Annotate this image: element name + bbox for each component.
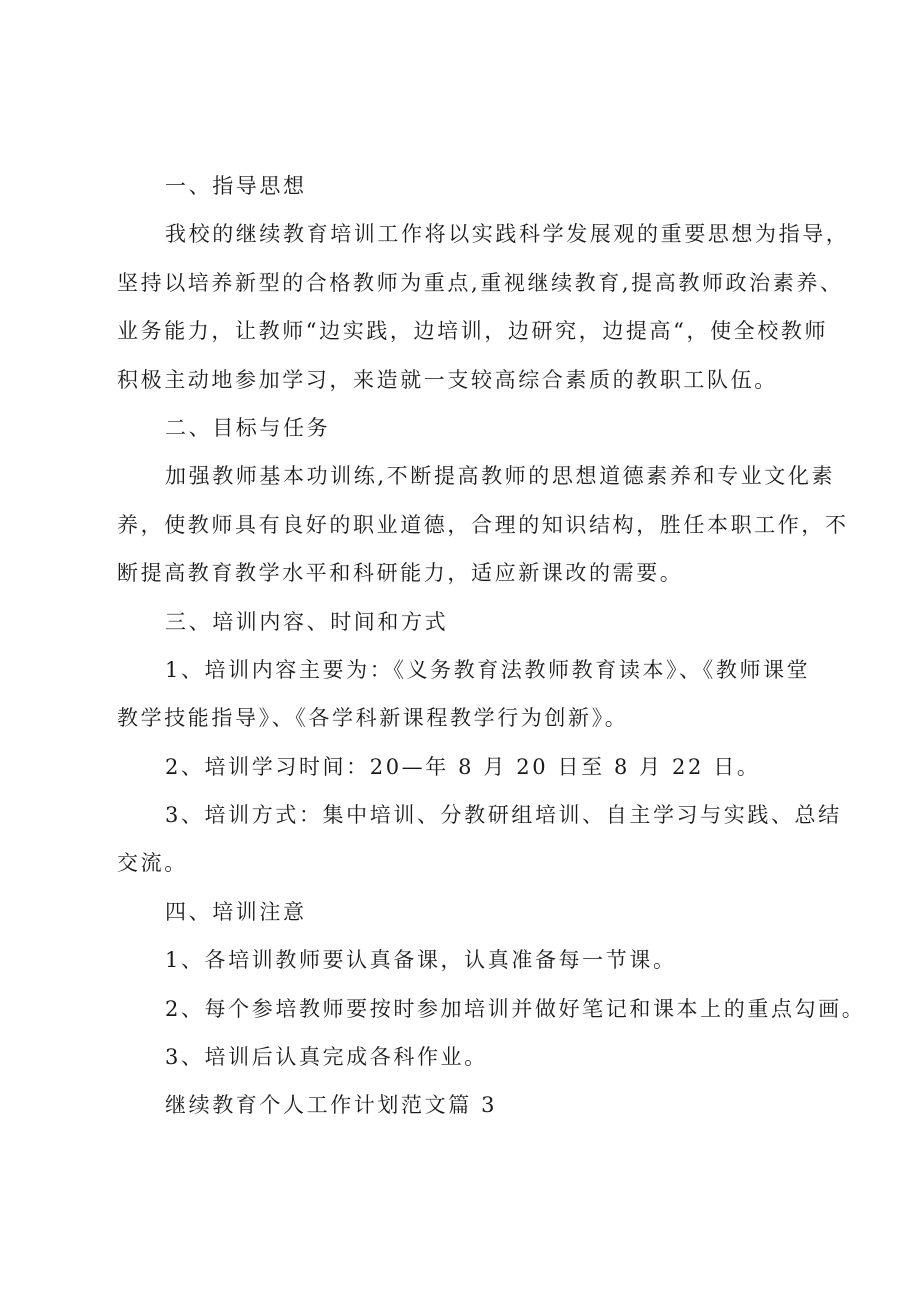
list-item-line: 1、培训内容主要为：《义务教育法教师教育读本》、《教师课堂 [165,657,811,682]
next-article-title: 继续教育个人工作计划范文篇 3 [165,1093,498,1118]
list-item-line: 2、培训学习时间：20—年 8 月 20 日至 8 月 22 日。 [165,754,761,779]
list-item-line: 1、各培训教师要认真备课，认真准备每一节课。 [165,948,677,973]
paragraph-line: 业务能力，让教师“边实践，边培训，边研究，边提高“，使全校教师 [117,319,829,344]
paragraph-line: 坚持以培养新型的合格教师为重点,重视继续教育,提高教师政治素养、 [117,270,844,295]
section-heading-goals-tasks: 二、目标与任务 [165,415,331,440]
paragraph-line: 养，使教师具有良好的职业道德，合理的知识结构，胜任本职工作，不 [117,512,849,537]
list-item-line: 3、培训方式：集中培训、分教研组培训、自主学习与实践、总结 [165,803,842,828]
document-page [117,162,866,1130]
paragraph-line: 我校的继续教育培训工作将以实践科学发展观的重要思想为指导， [165,222,850,247]
section-heading-training-content: 三、培训内容、时间和方式 [165,609,449,634]
list-item-line: 2、每个参培教师要按时参加培训并做好笔记和课本上的重点勾画。 [165,996,866,1021]
paragraph-line: 积极主动地参加学习，来造就一支较高综合素质的教职工队伍。 [117,367,778,392]
paragraph-line: 断提高教育教学水平和科研能力，适应新课改的需要。 [117,561,684,586]
paragraph-line: 加强教师基本功训练,不断提高教师的思想道德素养和专业文化素 [165,464,836,489]
list-item-line: 教学技能指导》、《各学科新课程教学行为创新》。 [117,706,629,731]
section-heading-training-notes: 四、培训注意 [165,899,307,924]
list-item-line: 3、培训后认真完成各科作业。 [165,1045,488,1070]
section-heading-guiding-ideology: 一、指导思想 [165,174,307,198]
list-item-line: 交流。 [117,851,188,876]
